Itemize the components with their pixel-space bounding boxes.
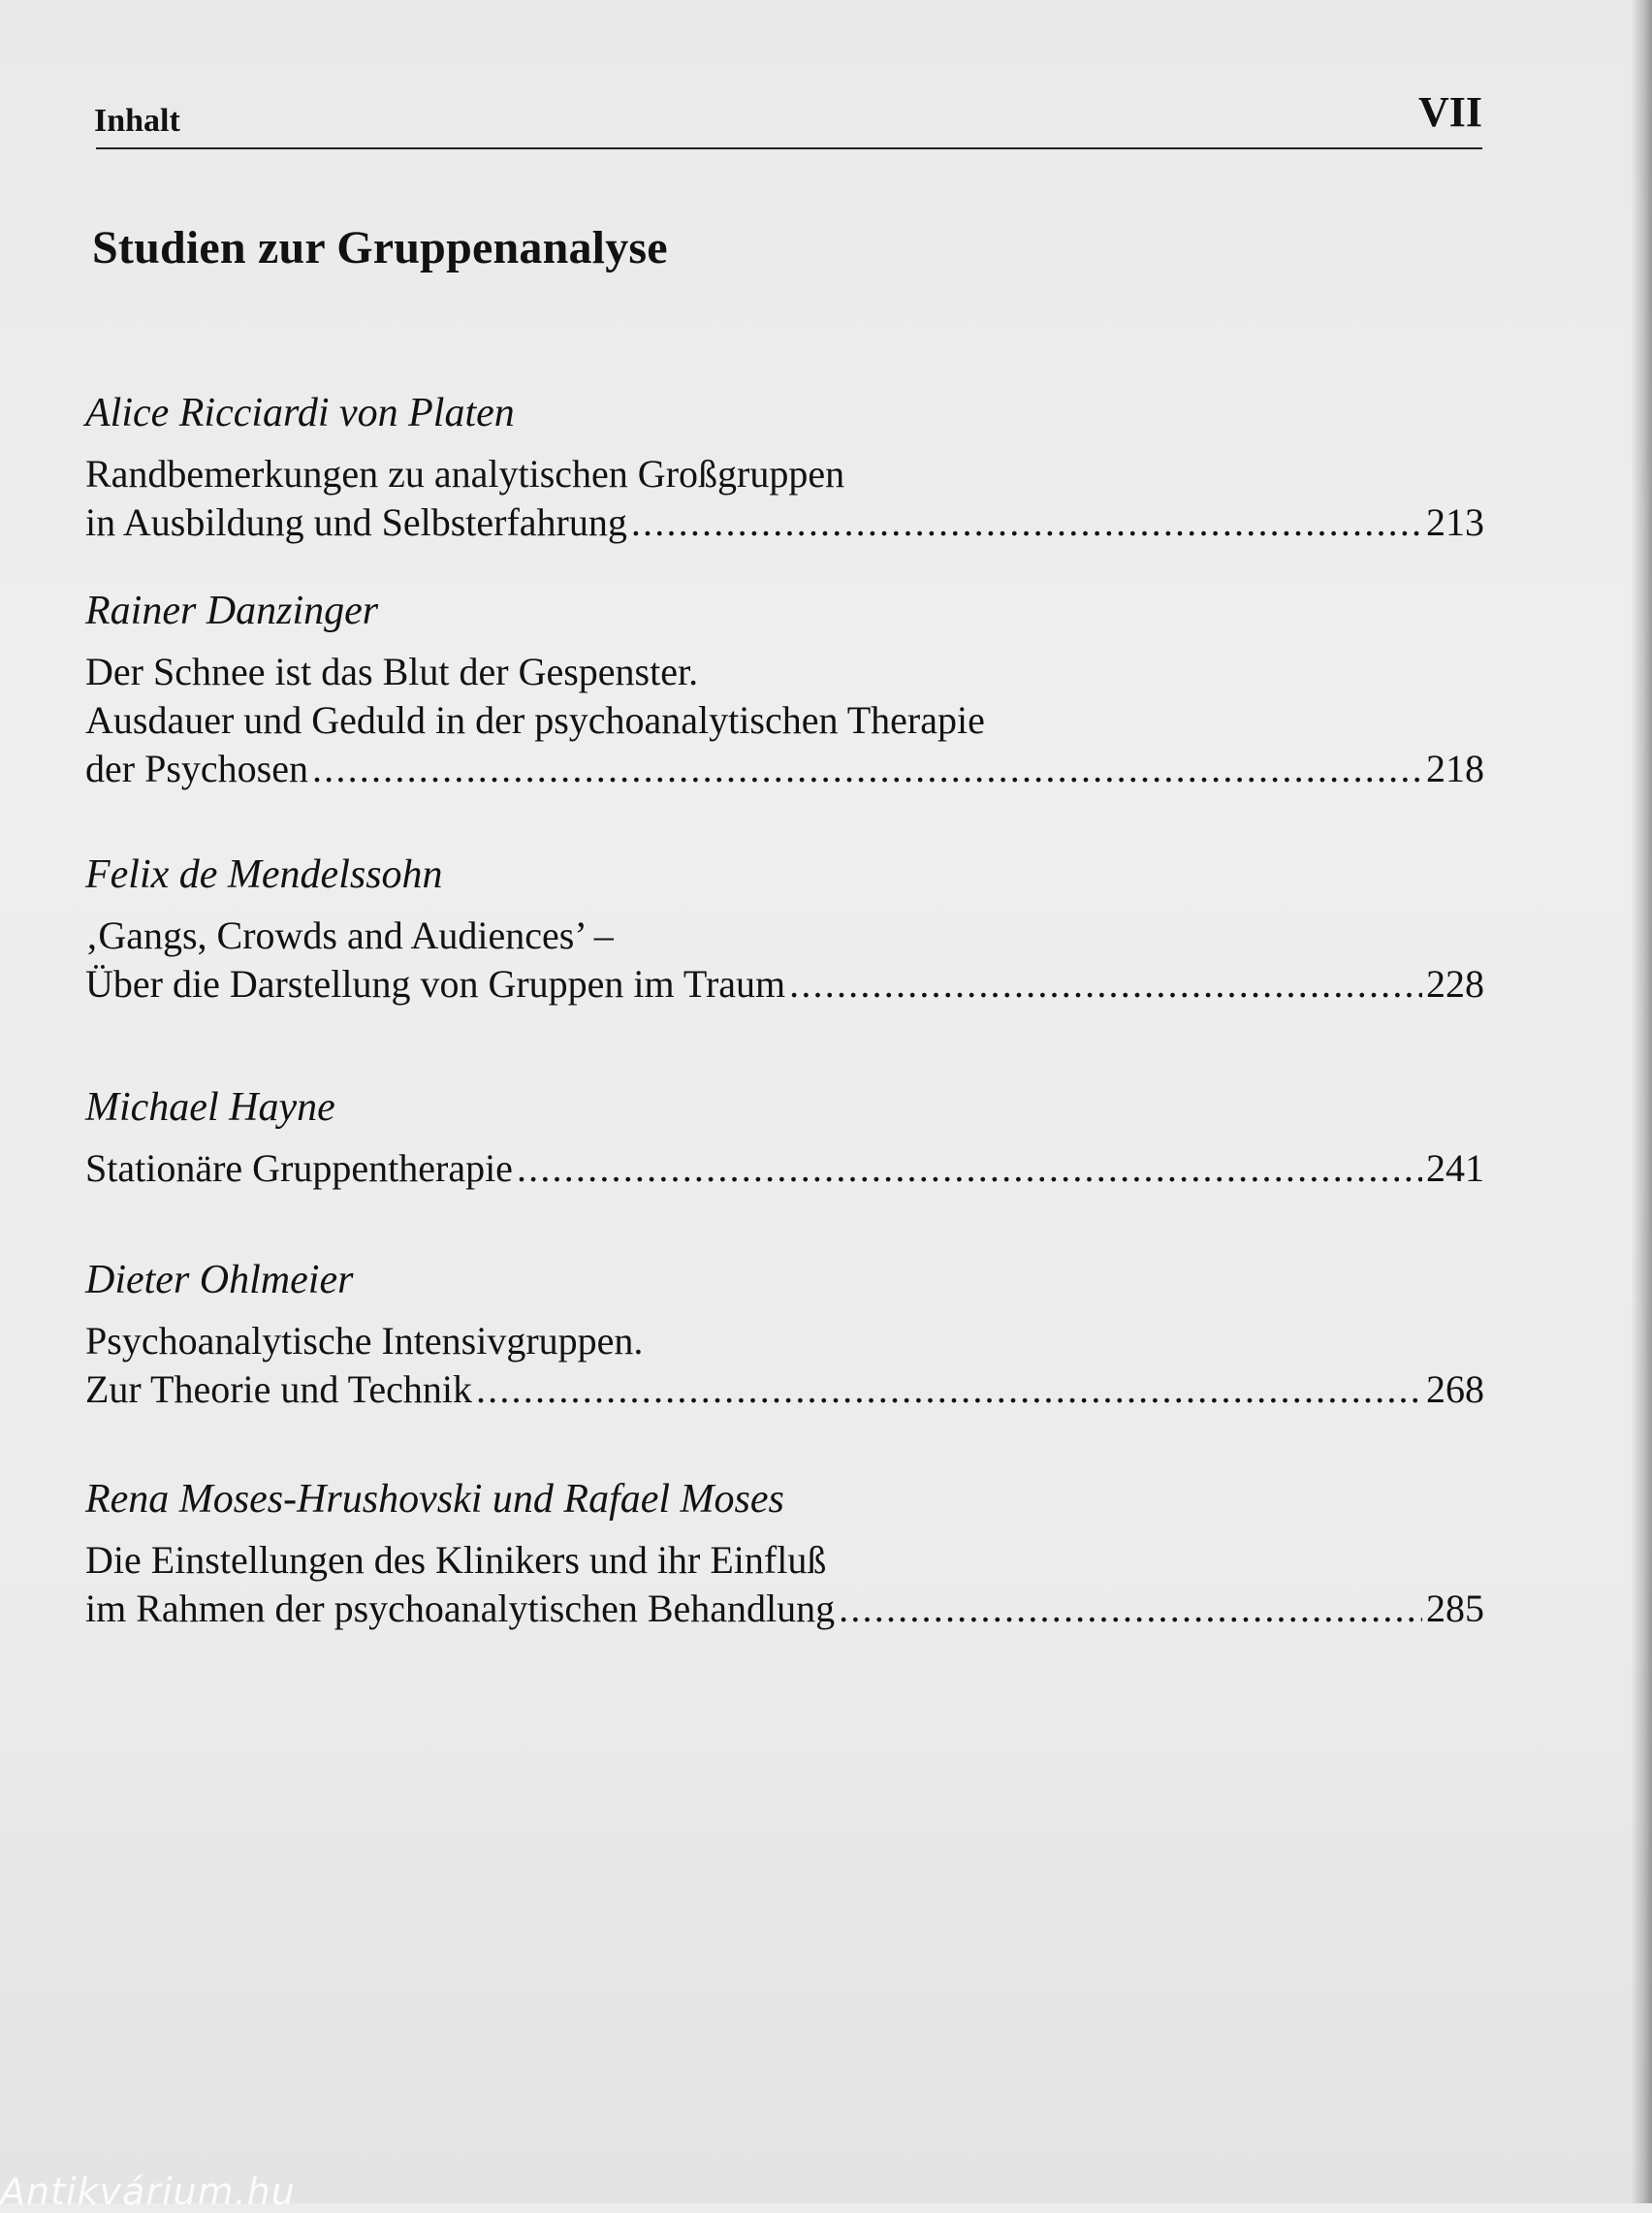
toc-title-line: Stationäre Gruppentherapie bbox=[85, 1146, 513, 1190]
toc-page-number: 241 bbox=[1426, 1146, 1484, 1190]
toc-page-number: 268 bbox=[1426, 1367, 1484, 1411]
page-number-roman: VII bbox=[1417, 88, 1482, 136]
dot-leader bbox=[517, 1144, 1422, 1193]
dot-leader bbox=[789, 960, 1422, 1009]
toc-page-number: 228 bbox=[1426, 962, 1484, 1006]
toc-author: Rena Moses-Hrushovski und Rafael Moses bbox=[85, 1477, 784, 1522]
watermark: Antikvárium.hu bbox=[0, 2170, 296, 2213]
toc-entry bbox=[85, 388, 1484, 547]
toc-title-line: im Rahmen der psychoanalytischen Behandlung bbox=[85, 1587, 836, 1630]
header-rule bbox=[96, 147, 1482, 149]
toc-entry bbox=[85, 1255, 1484, 1414]
toc-title-line: ‚Gangs, Crowds and Audiences’ – bbox=[85, 914, 614, 957]
toc-author: Felix de Mendelssohn bbox=[85, 852, 443, 897]
toc-page-number: 218 bbox=[1426, 747, 1484, 790]
dot-leader bbox=[312, 745, 1422, 793]
toc-title-line-with-page bbox=[85, 1144, 1484, 1193]
running-head-label: Inhalt bbox=[94, 103, 180, 139]
toc-title-line: der Psychosen bbox=[85, 747, 308, 790]
section-title: Studien zur Gruppenanalyse bbox=[92, 222, 668, 273]
toc-entry bbox=[85, 1474, 1484, 1633]
dot-leader bbox=[839, 1585, 1422, 1633]
toc-entry bbox=[85, 850, 1484, 1009]
toc-title-line: Über die Darstellung von Gruppen im Traum bbox=[85, 962, 786, 1006]
toc-title-line: Zur Theorie und Technik bbox=[85, 1367, 472, 1411]
toc-title-line: in Ausbildung und Selbsterfahrung bbox=[85, 500, 627, 544]
toc-title-line: Psychoanalytische Intensivgruppen. bbox=[85, 1319, 644, 1363]
toc-title-line: Die Einstellungen des Klinikers und ihr Einfluß bbox=[85, 1538, 827, 1582]
toc-page-number: 213 bbox=[1426, 500, 1484, 544]
toc-title-line: Randbemerkungen zu analytischen Großgruppen bbox=[85, 452, 845, 496]
toc-author: Michael Hayne bbox=[85, 1085, 335, 1130]
toc-title-line: Der Schnee ist das Blut der Gespenster. bbox=[85, 650, 699, 693]
toc-author: Rainer Danzinger bbox=[85, 589, 379, 633]
toc-title-line-with-page bbox=[85, 1585, 1484, 1633]
dot-leader bbox=[476, 1365, 1422, 1414]
toc-entry bbox=[85, 586, 1484, 793]
running-head bbox=[94, 88, 1482, 147]
toc-entry bbox=[85, 1082, 1484, 1193]
toc-title-line-with-page bbox=[85, 745, 1484, 793]
spine-shadow bbox=[1631, 0, 1652, 2203]
toc-author: Alice Ricciardi von Platen bbox=[85, 391, 515, 435]
toc-author: Dieter Ohlmeier bbox=[85, 1258, 354, 1302]
toc-title-line-with-page bbox=[85, 498, 1484, 547]
toc-title-line-with-page bbox=[85, 960, 1484, 1009]
dot-leader bbox=[631, 498, 1422, 547]
table-of-contents bbox=[85, 388, 1484, 1633]
toc-page-number: 285 bbox=[1426, 1587, 1484, 1630]
toc-title-line: Ausdauer und Geduld in der psychoanalytischen Therapie bbox=[85, 698, 985, 742]
toc-title-line-with-page bbox=[85, 1365, 1484, 1414]
